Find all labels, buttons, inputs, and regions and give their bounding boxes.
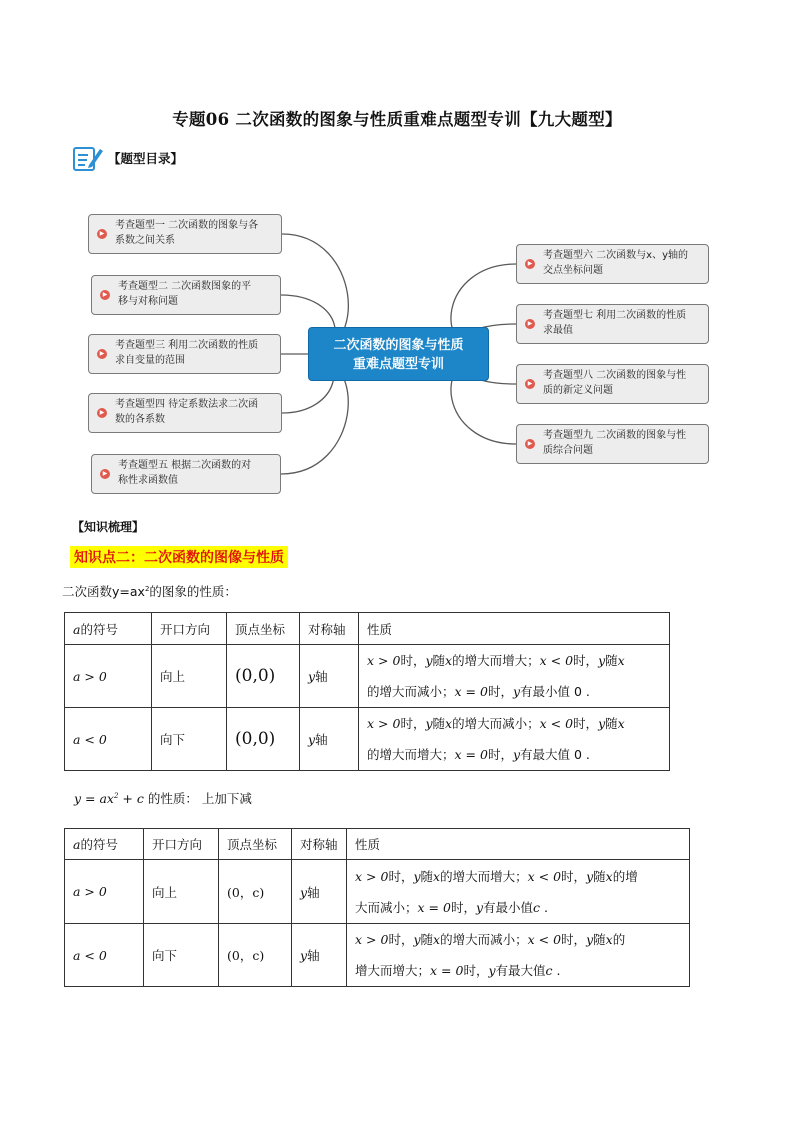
mindmap-node-type-2: ▶ 考查题型二 二次函数图象的平 移与对称问题 xyxy=(91,275,281,315)
mindmap-node-type-6: ▶ 考查题型六 二次函数与x、y轴的 交点坐标问题 xyxy=(516,244,709,284)
axis-cell: y轴 xyxy=(292,924,347,987)
properties-table-1 xyxy=(64,612,670,771)
header-open: 开口方向 xyxy=(144,829,219,860)
header-props: 性质 xyxy=(347,829,690,860)
vertex-cell: (0,0) xyxy=(227,645,300,708)
vertex-cell: (0，c) xyxy=(219,924,292,987)
intro-line: 二次函数$y=ax^2$的图象的性质： xyxy=(62,584,237,599)
table-row xyxy=(65,645,670,708)
flag-icon: ▶ xyxy=(97,408,107,418)
header-props: 性质 xyxy=(359,613,670,645)
table-row xyxy=(65,708,670,771)
flag-icon: ▶ xyxy=(97,349,107,359)
flag-icon: ▶ xyxy=(525,439,535,449)
flag-icon: ▶ xyxy=(525,259,535,269)
header-axis: 对称轴 xyxy=(300,613,359,645)
table-header-row xyxy=(65,613,670,645)
flag-icon: ▶ xyxy=(525,379,535,389)
table-row xyxy=(65,924,690,987)
mindmap-node-type-5: ▶ 考查题型五 根据二次函数的对 称性求函数值 xyxy=(91,454,281,494)
header-sign: a的符号 xyxy=(65,829,144,860)
open-cell: 向上 xyxy=(144,860,219,924)
header-vertex: 顶点坐标 xyxy=(219,829,292,860)
mindmap-center: 二次函数的图象与性质 重难点题型专训 xyxy=(308,327,489,381)
mindmap-node-type-9: ▶ 考查题型九 二次函数的图象与性 质综合问题 xyxy=(516,424,709,464)
axis-cell: y轴 xyxy=(300,645,359,708)
flag-icon: ▶ xyxy=(100,469,110,479)
mindmap-node-type-8: ▶ 考查题型八 二次函数的图象与性 质的新定义问题 xyxy=(516,364,709,404)
properties-table-2 xyxy=(64,828,690,987)
sub-heading: $y = ax^2 + c$ 的性质： 上加下减 xyxy=(74,791,252,806)
mindmap-node-type-7: ▶ 考查题型七 利用二次函数的性质 求最值 xyxy=(516,304,709,344)
header-vertex: 顶点坐标 xyxy=(227,613,300,645)
header-axis: 对称轴 xyxy=(292,829,347,860)
sign-cell: a < 0 xyxy=(65,708,152,771)
vertex-cell: (0,0) xyxy=(227,708,300,771)
mindmap-node-type-1: ▶ 考查题型一 二次函数的图象与各 系数之间关系 xyxy=(88,214,282,254)
mindmap-node-type-4: ▶ 考查题型四 待定系数法求二次函 数的各系数 xyxy=(88,393,282,433)
sign-cell: a > 0 xyxy=(65,860,144,924)
props-cell: x > 0时，y随x的增大而减小；x < 0时，y随x的 增大而增大；x = 0时，y有最大值c . xyxy=(347,924,690,987)
table-row xyxy=(65,860,690,924)
vertex-cell: (0，c) xyxy=(219,860,292,924)
sign-cell: a < 0 xyxy=(65,924,144,987)
sign-cell: a > 0 xyxy=(65,645,152,708)
open-cell: 向下 xyxy=(144,924,219,987)
props-cell: x > 0时，y随x的增大而减小；x < 0时，y随x 的增大而增大；x = 0时，y有最大值 0 . xyxy=(359,708,670,771)
props-cell: x > 0时，y随x的增大而增大；x < 0时，y随x 的增大而减小；x = 0时，y有最小值 0 . xyxy=(359,645,670,708)
header-open: 开口方向 xyxy=(152,613,227,645)
section-heading: 【知识梳理】 xyxy=(72,520,145,534)
props-cell: x > 0时，y随x的增大而增大；x < 0时，y随x的增 大而减小；x = 0时，y有最小值c . xyxy=(347,860,690,924)
header-sign: a的符号 xyxy=(65,613,152,645)
axis-cell: y轴 xyxy=(292,860,347,924)
open-cell: 向下 xyxy=(152,708,227,771)
page-title: 专题06 二次函数的图象与性质重难点题型专训【九大题型】 xyxy=(172,110,622,129)
knowledge-point-heading: 知识点二：二次函数的图像与性质 xyxy=(70,546,288,568)
toc-label: 【题型目录】 xyxy=(108,151,184,166)
flag-icon: ▶ xyxy=(100,290,110,300)
open-cell: 向上 xyxy=(152,645,227,708)
table-header-row xyxy=(65,829,690,860)
mindmap-node-type-3: ▶ 考查题型三 利用二次函数的性质 求自变量的范围 xyxy=(88,334,281,374)
flag-icon: ▶ xyxy=(525,319,535,329)
flag-icon: ▶ xyxy=(97,229,107,239)
axis-cell: y轴 xyxy=(300,708,359,771)
